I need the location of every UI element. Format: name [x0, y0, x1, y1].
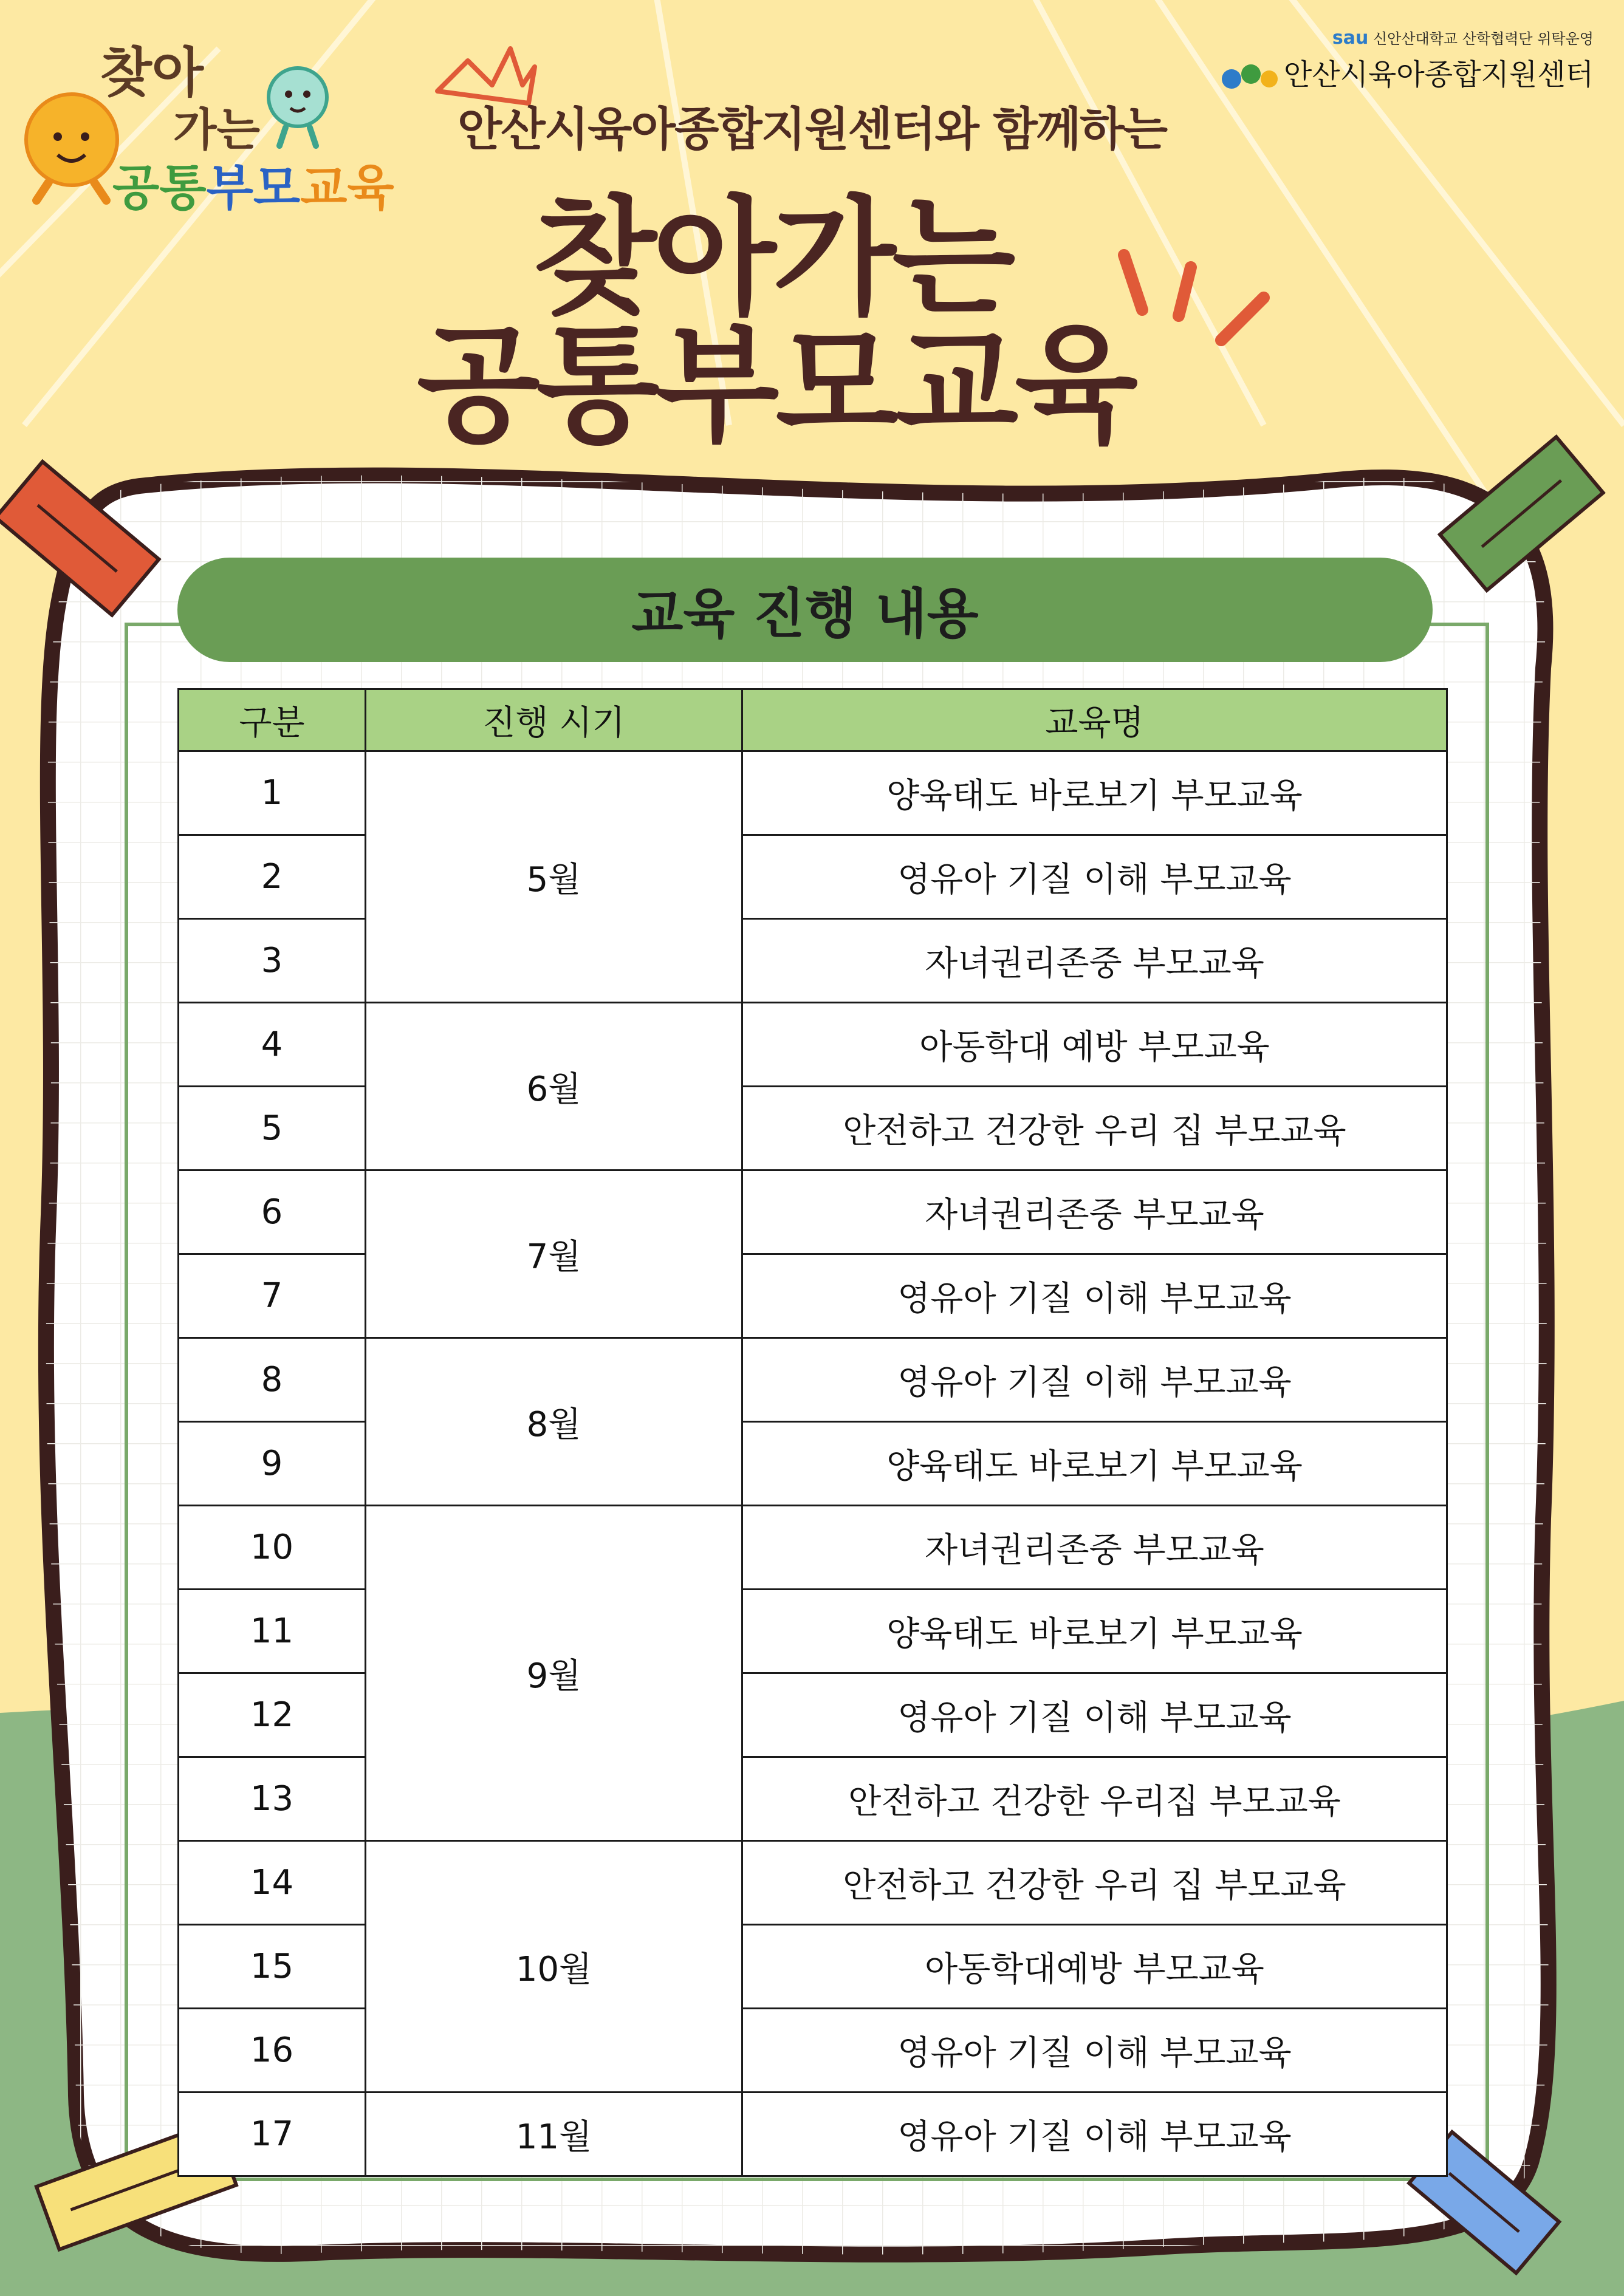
- center-logo: [1219, 27, 1594, 93]
- course-name: 안전하고 건강한 우리 집 부모교육: [742, 1087, 1447, 1170]
- section-title: 교육 진행 내용: [177, 558, 1433, 662]
- row-number: 9: [179, 1422, 366, 1506]
- row-number: 17: [179, 2093, 366, 2176]
- center-name-line: [1219, 51, 1594, 93]
- course-name: 양육태도 바로보기 부모교육: [742, 1422, 1447, 1506]
- row-number: 3: [179, 919, 366, 1003]
- table-row: [179, 1506, 1447, 1590]
- center-name-text: 안산시육아종합지원센터: [1283, 58, 1594, 92]
- row-number: 7: [179, 1254, 366, 1338]
- university-line: [1219, 27, 1594, 49]
- row-number: 5: [179, 1087, 366, 1170]
- course-name: 영유아 기질 이해 부모교육: [742, 1338, 1447, 1422]
- education-schedule-table: [177, 688, 1448, 2177]
- logo-text-line1: 찾아: [100, 41, 204, 104]
- row-number: 6: [179, 1170, 366, 1254]
- period-cell: 10월: [366, 1841, 742, 2093]
- course-name: 영유아 기질 이해 부모교육: [742, 835, 1447, 919]
- center-mark-icon: [1219, 61, 1280, 92]
- poster-title-line2: 공통부모교육: [416, 311, 1135, 460]
- table-body: [179, 751, 1447, 2176]
- course-name: 영유아 기질 이해 부모교육: [742, 2093, 1447, 2176]
- row-number: 13: [179, 1757, 366, 1841]
- poster-title-line1: 찾아가는: [533, 183, 1012, 332]
- period-cell: 5월: [366, 751, 742, 1003]
- logo-text-part-a: 공통: [112, 160, 207, 216]
- row-number: 4: [179, 1003, 366, 1087]
- course-name: 안전하고 건강한 우리 집 부모교육: [742, 1841, 1447, 1925]
- table-header-row: [179, 689, 1447, 751]
- course-name: 영유아 기질 이해 부모교육: [742, 1254, 1447, 1338]
- row-number: 8: [179, 1338, 366, 1422]
- row-number: 10: [179, 1506, 366, 1590]
- logo-text-part-b: 부모: [206, 160, 301, 216]
- course-name: 안전하고 건강한 우리집 부모교육: [742, 1757, 1447, 1841]
- row-number: 16: [179, 2009, 366, 2093]
- course-name: 양육태도 바로보기 부모교육: [742, 751, 1447, 835]
- course-name: 자녀권리존중 부모교육: [742, 1170, 1447, 1254]
- course-name: 양육태도 바로보기 부모교육: [742, 1590, 1447, 1673]
- course-name: 영유아 기질 이해 부모교육: [742, 2009, 1447, 2093]
- row-number: 1: [179, 751, 366, 835]
- row-number: 2: [179, 835, 366, 919]
- poster-subtitle: 안산시육아종합지원센터와 함께하는: [457, 102, 1167, 156]
- row-number: 12: [179, 1673, 366, 1757]
- table-row: [179, 1170, 1447, 1254]
- period-cell: 8월: [366, 1338, 742, 1506]
- header-period: 진행 시기: [366, 689, 742, 751]
- sau-logo-text: sau: [1332, 27, 1369, 49]
- period-cell: 11월: [366, 2093, 742, 2176]
- course-name: 영유아 기질 이해 부모교육: [742, 1673, 1447, 1757]
- table-row: [179, 1841, 1447, 1925]
- university-operation-text: 신안산대학교 산학협력단 위탁운영: [1372, 30, 1594, 47]
- table-row: [179, 751, 1447, 835]
- table-row: [179, 1338, 1447, 1422]
- course-name: 자녀권리존중 부모교육: [742, 919, 1447, 1003]
- period-cell: 7월: [366, 1170, 742, 1338]
- table-row: [179, 2093, 1447, 2176]
- row-number: 15: [179, 1925, 366, 2009]
- row-number: 11: [179, 1590, 366, 1673]
- logo-text-line2: 가는: [173, 104, 260, 156]
- table-row: [179, 1003, 1447, 1087]
- course-name: 자녀권리존중 부모교육: [742, 1506, 1447, 1590]
- course-name: 아동학대예방 부모교육: [742, 1925, 1447, 2009]
- course-name: 아동학대 예방 부모교육: [742, 1003, 1447, 1087]
- row-number: 14: [179, 1841, 366, 1925]
- header-course-name: 교육명: [742, 689, 1447, 751]
- period-cell: 6월: [366, 1003, 742, 1170]
- header-number: 구분: [179, 689, 366, 751]
- logo-text-part-c: 교육: [300, 160, 394, 216]
- period-cell: 9월: [366, 1506, 742, 1841]
